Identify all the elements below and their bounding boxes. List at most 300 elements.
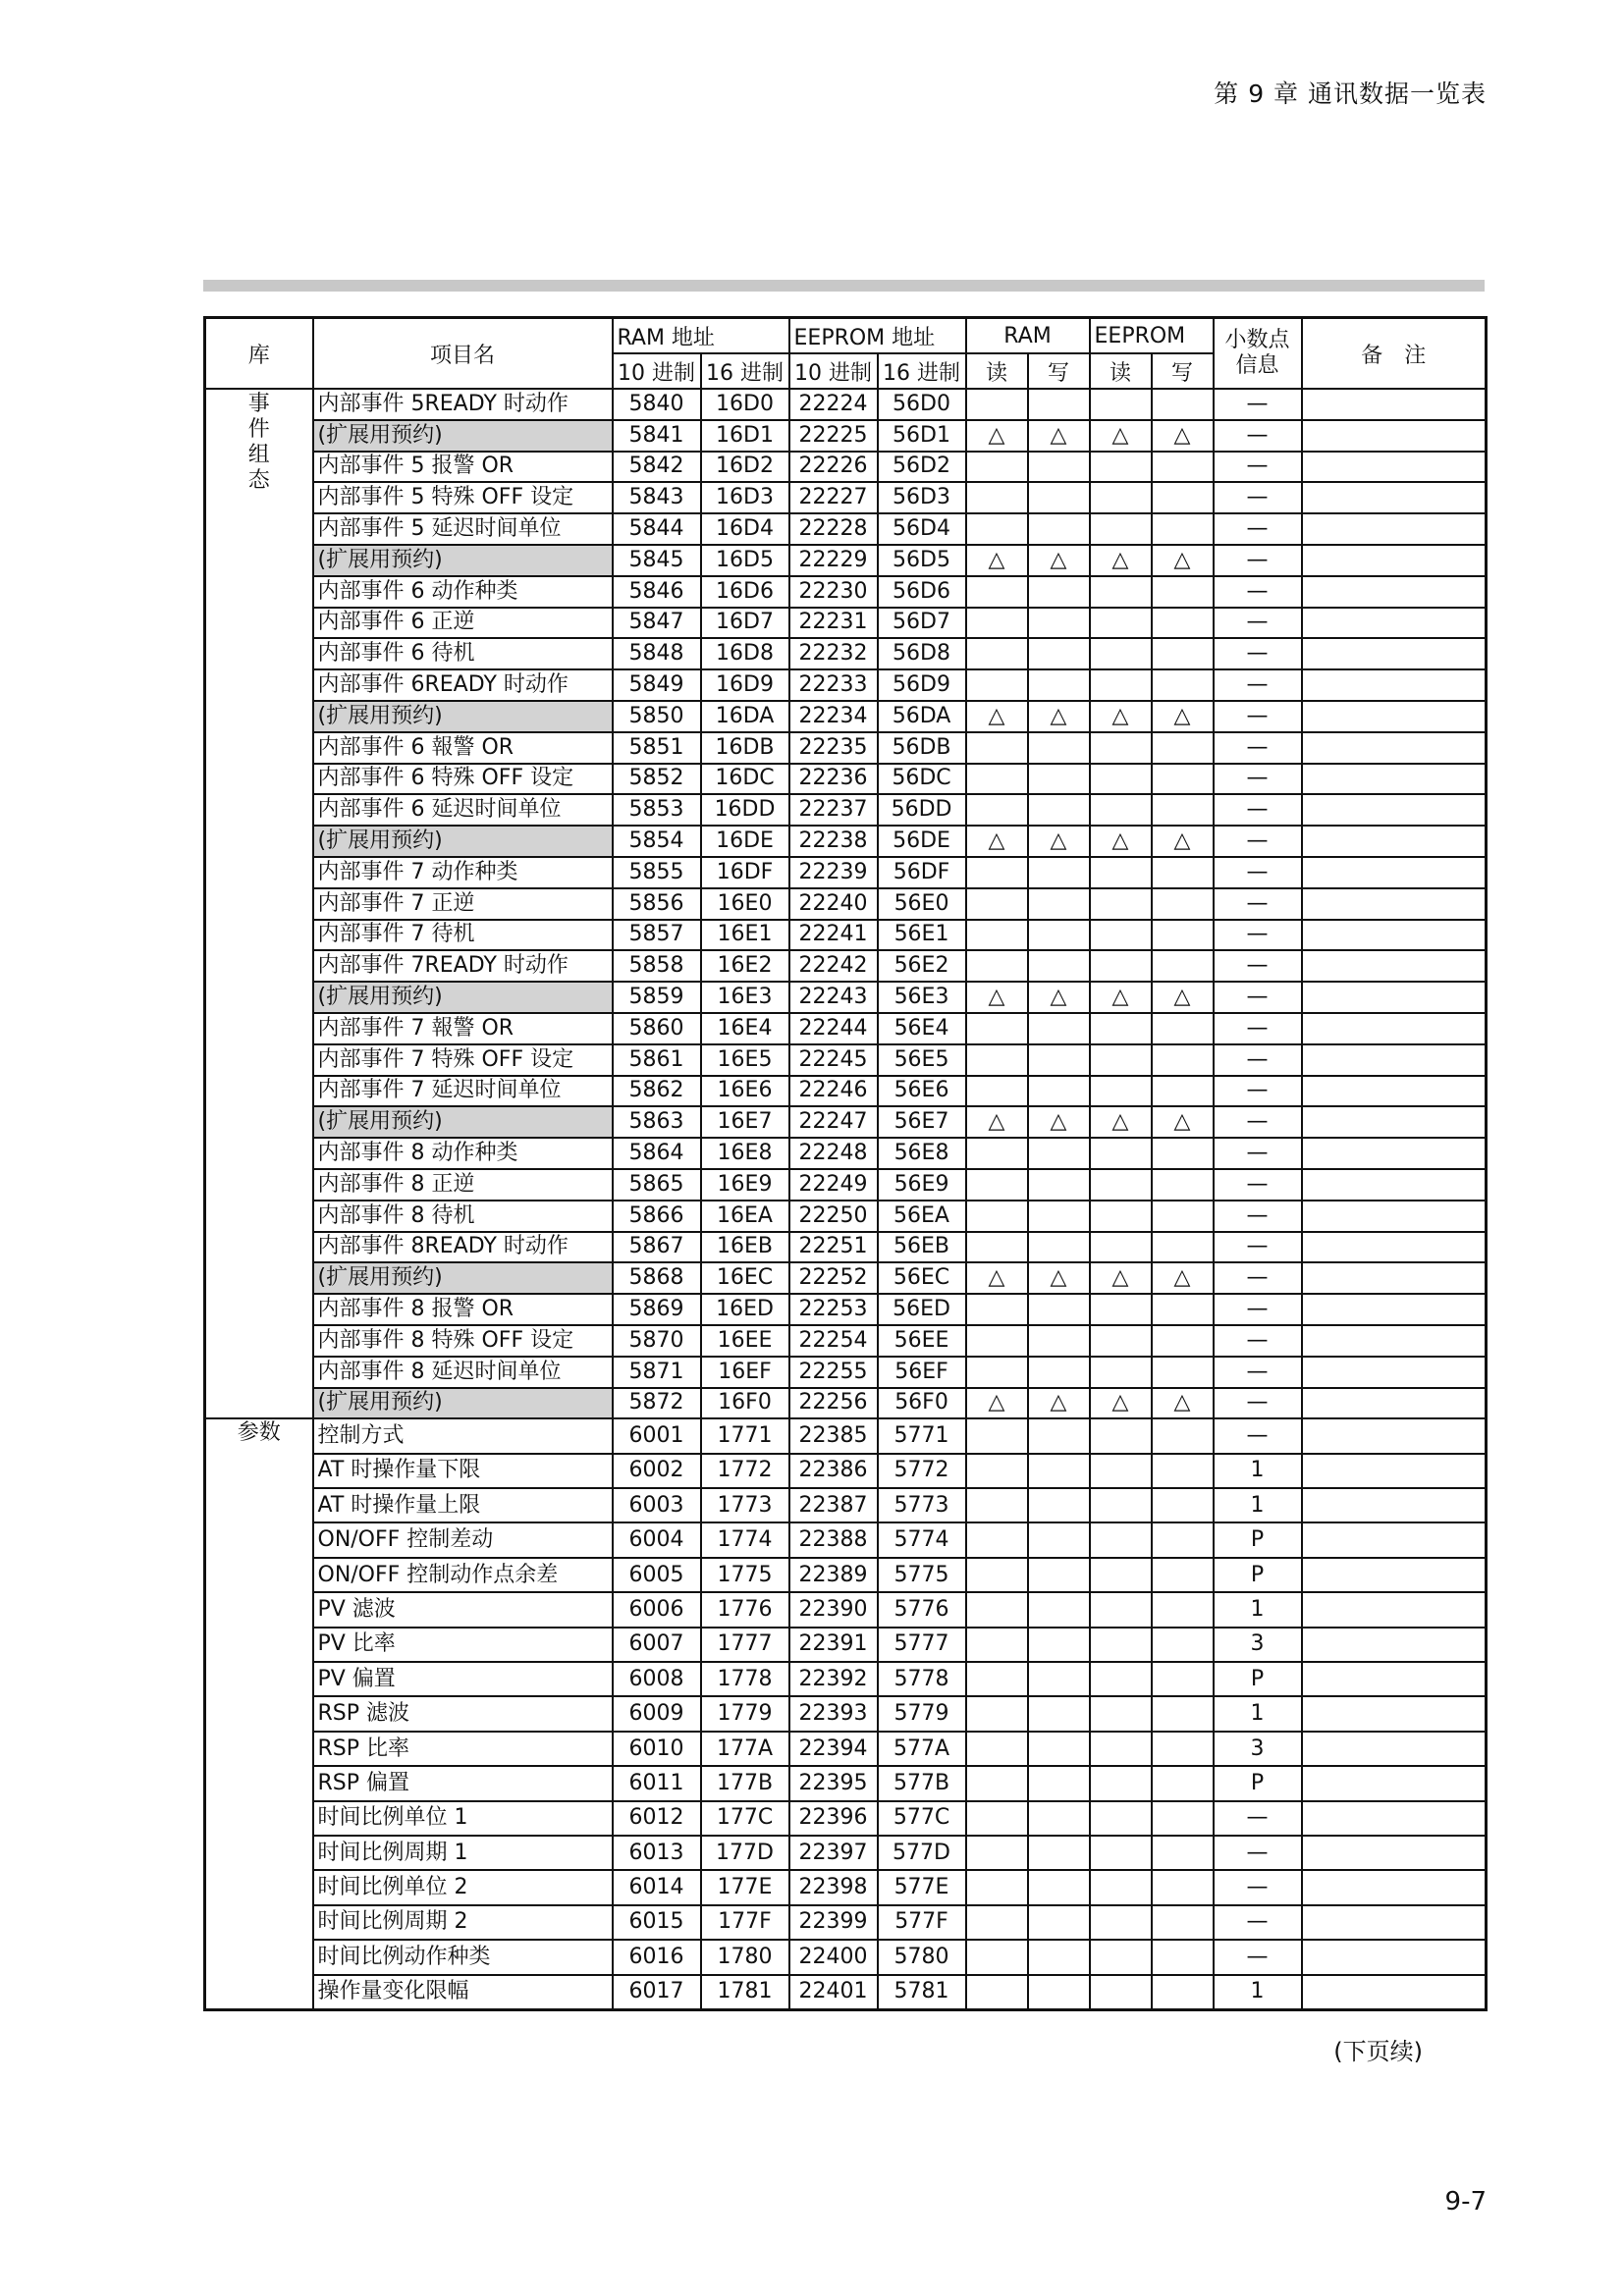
ram-read-cell — [966, 1766, 1028, 1800]
table-row — [205, 545, 1487, 576]
ram-hex-cell: 1773 — [701, 1488, 789, 1522]
decimal-info-cell: — — [1214, 920, 1302, 951]
ram-dec-cell: 5860 — [613, 1013, 701, 1044]
item-name-cell: 内部事件 7 正逆 — [313, 888, 613, 920]
eeprom-write-cell — [1152, 1592, 1214, 1627]
ram-hex-cell: 177E — [701, 1870, 789, 1904]
remarks-cell — [1302, 920, 1487, 951]
eeprom-read-cell: △ — [1090, 701, 1152, 732]
ram-write-cell — [1028, 1076, 1090, 1107]
eeprom-read-cell — [1090, 1940, 1152, 1974]
eeprom-write-cell — [1152, 1628, 1214, 1662]
ram-write-cell — [1028, 1454, 1090, 1488]
ram-write-cell — [1028, 1325, 1090, 1357]
ram-write-cell — [1028, 1662, 1090, 1696]
remarks-cell — [1302, 1138, 1487, 1169]
eeprom-dec-cell: 22385 — [789, 1418, 878, 1453]
remarks-cell — [1302, 1454, 1487, 1488]
remarks-cell — [1302, 1522, 1487, 1557]
eeprom-hex-cell: 56DA — [878, 701, 966, 732]
eeprom-write-cell — [1152, 482, 1214, 513]
eeprom-write-cell — [1152, 1169, 1214, 1201]
table-row — [205, 1294, 1487, 1325]
header-lib: 库 — [205, 318, 313, 390]
table-row — [205, 1696, 1487, 1731]
item-name-cell: 控制方式 — [313, 1418, 613, 1453]
ram-dec-cell: 6004 — [613, 1522, 701, 1557]
eeprom-dec-cell: 22396 — [789, 1801, 878, 1836]
ram-read-cell — [966, 857, 1028, 888]
eeprom-write-cell — [1152, 1801, 1214, 1836]
remarks-cell — [1302, 576, 1487, 608]
eeprom-dec-cell: 22400 — [789, 1940, 878, 1974]
ram-read-cell — [966, 1732, 1028, 1766]
table-row — [205, 608, 1487, 639]
table-row — [205, 452, 1487, 483]
table-row — [205, 389, 1487, 420]
ram-read-cell — [966, 1013, 1028, 1044]
eeprom-read-cell: △ — [1090, 1388, 1152, 1419]
ram-dec-cell: 6009 — [613, 1696, 701, 1731]
ram-read-cell — [966, 608, 1028, 639]
ram-hex-cell: 16EF — [701, 1357, 789, 1388]
item-name-cell: PV 偏置 — [313, 1662, 613, 1696]
decimal-info-cell: 1 — [1214, 1975, 1302, 2010]
eeprom-hex-cell: 5775 — [878, 1558, 966, 1592]
eeprom-hex-cell: 56E8 — [878, 1138, 966, 1169]
table-row — [205, 1522, 1487, 1557]
eeprom-write-cell: △ — [1152, 982, 1214, 1013]
ram-hex-cell: 1772 — [701, 1454, 789, 1488]
ram-dec-cell: 5861 — [613, 1044, 701, 1076]
remarks-cell — [1302, 1801, 1487, 1836]
eeprom-read-cell — [1090, 1628, 1152, 1662]
item-name-cell: 内部事件 8 正逆 — [313, 1169, 613, 1201]
group-label: 参数 — [205, 1418, 313, 2009]
item-name-cell: (扩展用预约) — [313, 545, 613, 576]
item-name-cell: 内部事件 7 報警 OR — [313, 1013, 613, 1044]
eeprom-write-cell — [1152, 1454, 1214, 1488]
eeprom-write-cell: △ — [1152, 826, 1214, 857]
eeprom-dec-cell: 22245 — [789, 1044, 878, 1076]
table-row — [205, 764, 1487, 795]
table-row — [205, 1418, 1487, 1453]
ram-read-cell — [966, 1488, 1028, 1522]
eeprom-dec-cell: 22387 — [789, 1488, 878, 1522]
ram-write-cell: △ — [1028, 545, 1090, 576]
ram-read-cell — [966, 1454, 1028, 1488]
remarks-cell — [1302, 1232, 1487, 1263]
item-name-cell: AT 时操作量上限 — [313, 1488, 613, 1522]
eeprom-hex-cell: 5774 — [878, 1522, 966, 1557]
ram-hex-cell: 1779 — [701, 1696, 789, 1731]
header-ram-address: RAM 地址 — [613, 318, 789, 354]
table-row — [205, 638, 1487, 669]
decimal-info-cell: — — [1214, 1044, 1302, 1076]
ram-hex-cell: 16DF — [701, 857, 789, 888]
remarks-cell — [1302, 1201, 1487, 1232]
table-row — [205, 1201, 1487, 1232]
ram-write-cell — [1028, 1766, 1090, 1800]
item-name-cell: 时间比例周期 1 — [313, 1836, 613, 1870]
item-name-cell: 内部事件 7 待机 — [313, 920, 613, 951]
remarks-cell — [1302, 513, 1487, 545]
remarks-cell — [1302, 1294, 1487, 1325]
ram-hex-cell: 177D — [701, 1836, 789, 1870]
eeprom-dec-cell: 22243 — [789, 982, 878, 1013]
remarks-cell — [1302, 857, 1487, 888]
eeprom-dec-cell: 22391 — [789, 1628, 878, 1662]
ram-dec-cell: 5842 — [613, 452, 701, 483]
remarks-cell — [1302, 638, 1487, 669]
ram-hex-cell: 16E6 — [701, 1076, 789, 1107]
ram-hex-cell: 1774 — [701, 1522, 789, 1557]
eeprom-write-cell — [1152, 1558, 1214, 1592]
remarks-cell — [1302, 732, 1487, 764]
item-name-cell: 内部事件 8 待机 — [313, 1201, 613, 1232]
eeprom-read-cell — [1090, 1870, 1152, 1904]
ram-read-cell — [966, 1138, 1028, 1169]
table-row — [205, 826, 1487, 857]
eeprom-read-cell — [1090, 888, 1152, 920]
ram-write-cell: △ — [1028, 1262, 1090, 1294]
decimal-info-cell: 3 — [1214, 1628, 1302, 1662]
header-eeprom: EEPROM — [1090, 318, 1214, 354]
chapter-title: 第 9 章 通讯数据一览表 — [1214, 80, 1487, 108]
ram-read-cell — [966, 638, 1028, 669]
table-row — [205, 420, 1487, 452]
eeprom-hex-cell: 577C — [878, 1801, 966, 1836]
eeprom-hex-cell: 56E2 — [878, 950, 966, 982]
eeprom-hex-cell: 56F0 — [878, 1388, 966, 1419]
remarks-cell — [1302, 420, 1487, 452]
table-row — [205, 1940, 1487, 1974]
eeprom-read-cell — [1090, 608, 1152, 639]
eeprom-hex-cell: 56D0 — [878, 389, 966, 420]
eeprom-read-cell — [1090, 1836, 1152, 1870]
decimal-info-cell: — — [1214, 982, 1302, 1013]
eeprom-hex-cell: 5777 — [878, 1628, 966, 1662]
table-row — [205, 1870, 1487, 1904]
eeprom-read-cell: △ — [1090, 420, 1152, 452]
item-name-cell: RSP 偏置 — [313, 1766, 613, 1800]
ram-hex-cell: 16D1 — [701, 420, 789, 452]
eeprom-read-cell — [1090, 1696, 1152, 1731]
item-name-cell: 内部事件 6 待机 — [313, 638, 613, 669]
item-name-cell: 内部事件 6 动作种类 — [313, 576, 613, 608]
ram-dec-cell: 5840 — [613, 389, 701, 420]
remarks-cell — [1302, 1870, 1487, 1904]
eeprom-hex-cell: 56E6 — [878, 1076, 966, 1107]
remarks-cell — [1302, 888, 1487, 920]
ram-write-cell — [1028, 857, 1090, 888]
eeprom-dec-cell: 22254 — [789, 1325, 878, 1357]
eeprom-dec-cell: 22240 — [789, 888, 878, 920]
decimal-info-cell: — — [1214, 1905, 1302, 1940]
eeprom-read-cell — [1090, 1044, 1152, 1076]
item-name-cell: 时间比例单位 1 — [313, 1801, 613, 1836]
table-row — [205, 888, 1487, 920]
eeprom-write-cell — [1152, 513, 1214, 545]
eeprom-hex-cell: 56DE — [878, 826, 966, 857]
ram-dec-cell: 5868 — [613, 1262, 701, 1294]
item-name-cell: 内部事件 6READY 时动作 — [313, 669, 613, 701]
eeprom-hex-cell: 56D4 — [878, 513, 966, 545]
eeprom-write-cell — [1152, 1975, 1214, 2010]
eeprom-dec-cell: 22401 — [789, 1975, 878, 2010]
eeprom-dec-cell: 22226 — [789, 452, 878, 483]
remarks-cell — [1302, 389, 1487, 420]
eeprom-hex-cell: 5780 — [878, 1940, 966, 1974]
table-row — [205, 1138, 1487, 1169]
eeprom-write-cell — [1152, 794, 1214, 826]
header-item-name: 项目名 — [313, 318, 613, 390]
table-row — [205, 513, 1487, 545]
table-row — [205, 982, 1487, 1013]
ram-read-cell: △ — [966, 545, 1028, 576]
table-row — [205, 1262, 1487, 1294]
eeprom-dec-cell: 22247 — [789, 1106, 878, 1138]
ram-hex-cell: 177C — [701, 1801, 789, 1836]
decimal-info-cell: — — [1214, 1106, 1302, 1138]
eeprom-dec-cell: 22256 — [789, 1388, 878, 1419]
ram-dec-cell: 5844 — [613, 513, 701, 545]
item-name-cell: AT 时操作量下限 — [313, 1454, 613, 1488]
decimal-info-cell: — — [1214, 1294, 1302, 1325]
ram-write-cell — [1028, 1558, 1090, 1592]
ram-read-cell — [966, 920, 1028, 951]
eeprom-read-cell: △ — [1090, 1106, 1152, 1138]
ram-read-cell — [966, 1076, 1028, 1107]
ram-dec-cell: 5864 — [613, 1138, 701, 1169]
ram-dec-cell: 5846 — [613, 576, 701, 608]
item-name-cell: 内部事件 8 特殊 OFF 设定 — [313, 1325, 613, 1357]
header-decimal-info: 小数点信息 — [1214, 318, 1302, 390]
eeprom-read-cell: △ — [1090, 1262, 1152, 1294]
eeprom-read-cell — [1090, 638, 1152, 669]
table-row — [205, 1905, 1487, 1940]
remarks-cell — [1302, 545, 1487, 576]
header-eeprom-dec: 10 进制 — [789, 353, 878, 389]
ram-write-cell — [1028, 1801, 1090, 1836]
header-eeprom-address: EEPROM 地址 — [789, 318, 966, 354]
remarks-cell — [1302, 1940, 1487, 1974]
ram-write-cell — [1028, 1201, 1090, 1232]
ram-hex-cell: 16E1 — [701, 920, 789, 951]
ram-hex-cell: 177B — [701, 1766, 789, 1800]
eeprom-write-cell — [1152, 950, 1214, 982]
continued-note: (下页续) — [1333, 2038, 1423, 2065]
ram-hex-cell: 16D0 — [701, 389, 789, 420]
eeprom-hex-cell: 56E9 — [878, 1169, 966, 1201]
ram-dec-cell: 6011 — [613, 1766, 701, 1800]
remarks-cell — [1302, 1905, 1487, 1940]
table-row — [205, 1488, 1487, 1522]
remarks-cell — [1302, 826, 1487, 857]
eeprom-read-cell — [1090, 452, 1152, 483]
ram-read-cell — [966, 669, 1028, 701]
ram-write-cell — [1028, 794, 1090, 826]
ram-hex-cell: 16D8 — [701, 638, 789, 669]
table-row — [205, 950, 1487, 982]
ram-dec-cell: 5866 — [613, 1201, 701, 1232]
ram-write-cell: △ — [1028, 420, 1090, 452]
table-row — [205, 701, 1487, 732]
eeprom-read-cell — [1090, 1905, 1152, 1940]
eeprom-read-cell — [1090, 1357, 1152, 1388]
remarks-cell — [1302, 1262, 1487, 1294]
ram-write-cell — [1028, 1836, 1090, 1870]
decimal-info-cell: — — [1214, 826, 1302, 857]
eeprom-dec-cell: 22232 — [789, 638, 878, 669]
eeprom-write-cell — [1152, 1940, 1214, 1974]
eeprom-dec-cell: 22236 — [789, 764, 878, 795]
eeprom-dec-cell: 22249 — [789, 1169, 878, 1201]
eeprom-dec-cell: 22397 — [789, 1836, 878, 1870]
eeprom-read-cell — [1090, 576, 1152, 608]
eeprom-dec-cell: 22399 — [789, 1905, 878, 1940]
ram-write-cell — [1028, 1592, 1090, 1627]
ram-write-cell — [1028, 513, 1090, 545]
ram-dec-cell: 5870 — [613, 1325, 701, 1357]
header-eeprom-read: 读 — [1090, 353, 1152, 389]
decimal-info-cell: — — [1214, 732, 1302, 764]
ram-read-cell — [966, 888, 1028, 920]
eeprom-dec-cell: 22255 — [789, 1357, 878, 1388]
ram-read-cell — [966, 1592, 1028, 1627]
remarks-cell — [1302, 452, 1487, 483]
item-name-cell: ON/OFF 控制动作点余差 — [313, 1558, 613, 1592]
eeprom-read-cell — [1090, 1522, 1152, 1557]
eeprom-dec-cell: 22394 — [789, 1732, 878, 1766]
decimal-info-cell: — — [1214, 1076, 1302, 1107]
eeprom-read-cell — [1090, 669, 1152, 701]
eeprom-write-cell — [1152, 1138, 1214, 1169]
eeprom-read-cell — [1090, 1076, 1152, 1107]
eeprom-dec-cell: 22230 — [789, 576, 878, 608]
item-name-cell: 内部事件 5READY 时动作 — [313, 389, 613, 420]
decimal-info-cell: — — [1214, 1013, 1302, 1044]
decimal-info-cell: 3 — [1214, 1732, 1302, 1766]
eeprom-dec-cell: 22231 — [789, 608, 878, 639]
item-name-cell: 时间比例动作种类 — [313, 1940, 613, 1974]
eeprom-hex-cell: 5779 — [878, 1696, 966, 1731]
ram-write-cell — [1028, 452, 1090, 483]
eeprom-hex-cell: 577D — [878, 1836, 966, 1870]
eeprom-hex-cell: 56D3 — [878, 482, 966, 513]
ram-hex-cell: 16E4 — [701, 1013, 789, 1044]
item-name-cell: RSP 滤波 — [313, 1696, 613, 1731]
ram-read-cell: △ — [966, 1106, 1028, 1138]
eeprom-write-cell — [1152, 764, 1214, 795]
eeprom-write-cell — [1152, 1044, 1214, 1076]
eeprom-dec-cell: 22238 — [789, 826, 878, 857]
ram-write-cell — [1028, 1732, 1090, 1766]
eeprom-dec-cell: 22235 — [789, 732, 878, 764]
decimal-info-cell: — — [1214, 1836, 1302, 1870]
eeprom-write-cell — [1152, 1294, 1214, 1325]
ram-hex-cell: 16F0 — [701, 1388, 789, 1419]
ram-write-cell — [1028, 1169, 1090, 1201]
decimal-info-cell: 1 — [1214, 1488, 1302, 1522]
ram-read-cell — [966, 1169, 1028, 1201]
eeprom-dec-cell: 22241 — [789, 920, 878, 951]
item-name-cell: 内部事件 6 報警 OR — [313, 732, 613, 764]
table-row — [205, 1076, 1487, 1107]
remarks-cell — [1302, 1013, 1487, 1044]
eeprom-dec-cell: 22242 — [789, 950, 878, 982]
ram-hex-cell: 1777 — [701, 1628, 789, 1662]
eeprom-write-cell — [1152, 1732, 1214, 1766]
eeprom-dec-cell: 22393 — [789, 1696, 878, 1731]
header-remarks: 备 注 — [1302, 318, 1487, 390]
eeprom-read-cell — [1090, 1232, 1152, 1263]
ram-write-cell — [1028, 638, 1090, 669]
ram-write-cell — [1028, 732, 1090, 764]
item-name-cell: 内部事件 6 正逆 — [313, 608, 613, 639]
ram-read-cell — [966, 1836, 1028, 1870]
eeprom-write-cell — [1152, 732, 1214, 764]
eeprom-hex-cell: 577A — [878, 1732, 966, 1766]
remarks-cell — [1302, 1975, 1487, 2010]
ram-write-cell — [1028, 669, 1090, 701]
eeprom-hex-cell: 56D9 — [878, 669, 966, 701]
table-row — [205, 1232, 1487, 1263]
ram-dec-cell: 5869 — [613, 1294, 701, 1325]
ram-read-cell — [966, 1201, 1028, 1232]
ram-dec-cell: 5857 — [613, 920, 701, 951]
header-ram: RAM — [966, 318, 1090, 354]
eeprom-dec-cell: 22251 — [789, 1232, 878, 1263]
eeprom-dec-cell: 22228 — [789, 513, 878, 545]
ram-dec-cell: 5863 — [613, 1106, 701, 1138]
ram-dec-cell: 6001 — [613, 1418, 701, 1453]
eeprom-hex-cell: 56E1 — [878, 920, 966, 951]
ram-dec-cell: 5848 — [613, 638, 701, 669]
decimal-info-cell: — — [1214, 1388, 1302, 1419]
ram-hex-cell: 16EA — [701, 1201, 789, 1232]
ram-dec-cell: 5856 — [613, 888, 701, 920]
table-row — [205, 1836, 1487, 1870]
eeprom-read-cell — [1090, 1558, 1152, 1592]
ram-read-cell: △ — [966, 982, 1028, 1013]
decimal-info-cell: — — [1214, 950, 1302, 982]
eeprom-write-cell: △ — [1152, 1106, 1214, 1138]
eeprom-write-cell — [1152, 1488, 1214, 1522]
eeprom-dec-cell: 22253 — [789, 1294, 878, 1325]
group-label: 事件组态 — [205, 389, 313, 1418]
table-row — [205, 1325, 1487, 1357]
decimal-info-cell: 1 — [1214, 1454, 1302, 1488]
eeprom-read-cell — [1090, 1013, 1152, 1044]
eeprom-hex-cell: 56ED — [878, 1294, 966, 1325]
ram-hex-cell: 16D4 — [701, 513, 789, 545]
header-ram-hex: 16 进制 — [701, 353, 789, 389]
ram-read-cell — [966, 950, 1028, 982]
ram-read-cell — [966, 764, 1028, 795]
ram-hex-cell: 16DD — [701, 794, 789, 826]
item-name-cell: (扩展用预约) — [313, 1388, 613, 1419]
eeprom-hex-cell: 577B — [878, 1766, 966, 1800]
ram-read-cell — [966, 513, 1028, 545]
eeprom-hex-cell: 5773 — [878, 1488, 966, 1522]
eeprom-dec-cell: 22237 — [789, 794, 878, 826]
table-row — [205, 1975, 1487, 2010]
ram-write-cell — [1028, 1940, 1090, 1974]
ram-hex-cell: 16E3 — [701, 982, 789, 1013]
ram-read-cell — [966, 1801, 1028, 1836]
eeprom-hex-cell: 56E7 — [878, 1106, 966, 1138]
